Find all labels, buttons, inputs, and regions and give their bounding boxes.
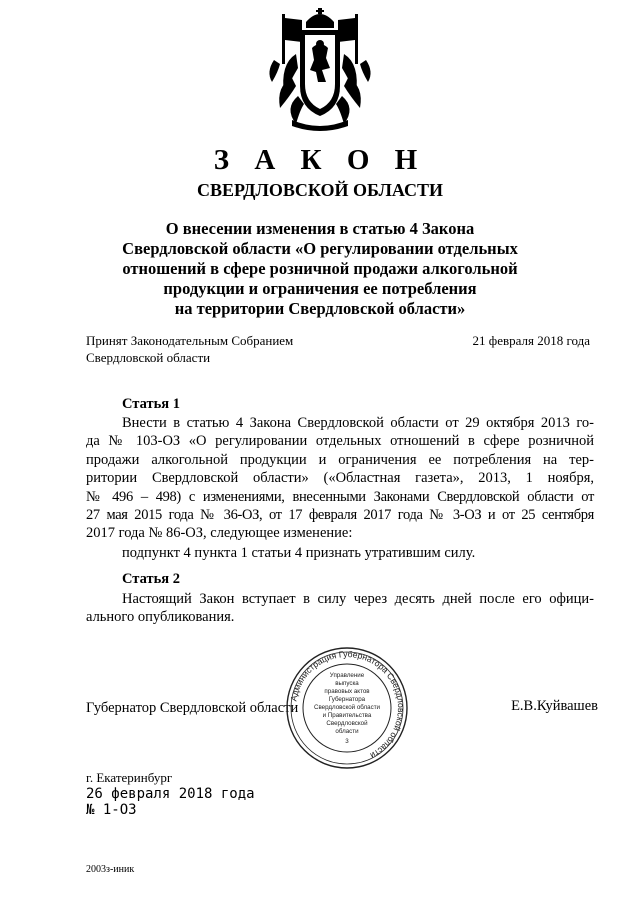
text-line: № 496 – 498) с изменениями, внесенными Законами Свердловской области от <box>86 488 594 505</box>
article-2-paragraph <box>86 590 594 627</box>
footer-code: 2003з-иник <box>86 864 135 875</box>
article-1-title: Статья 1 <box>122 396 180 412</box>
stamp-line: Губернатора <box>328 696 366 703</box>
stamp-line: Управление <box>329 672 365 679</box>
heading-line: Свердловской области «О регулировании отдельных <box>122 239 518 258</box>
stamp-line: и Правительства <box>322 712 372 719</box>
stamp-ring-text: Администрация Губернатора Свердловской области <box>288 648 407 761</box>
official-stamp <box>284 645 410 771</box>
governor-name: Е.В.Куйвашев <box>511 698 598 714</box>
text-line: да № 103-ОЗ «О регулировании отдельных отношений в сфере розничной <box>86 433 594 450</box>
stamp-line: выпуска <box>335 680 359 687</box>
adopted-date: 21 февраля 2018 года <box>472 333 590 348</box>
article-1-paragraph <box>86 414 594 543</box>
article-1-paragraph-2 <box>86 544 594 562</box>
heading-line: продукции и ограничения ее потребления <box>163 279 477 298</box>
text-line: 2017 года № 86-ОЗ, следующее изменение: <box>86 525 353 542</box>
heading-line: О внесении изменения в статью 4 Закона <box>165 219 475 238</box>
text-line: ального опубликования. <box>86 609 235 626</box>
text-line: продажи алкогольной продукции и ограничения ее потребления на тер- <box>86 451 594 468</box>
signed-date: 26 февраля 2018 года <box>86 786 255 802</box>
law-heading <box>100 219 540 319</box>
stamp-line: Свердловской <box>326 720 368 727</box>
text-line: ритории Свердловской области» («Областная газета», 2013, 1 ноября, <box>86 470 594 487</box>
text-line: подпункт 4 пункта 1 статьи 4 признать утратившим силу. <box>122 545 476 561</box>
adopted-by <box>86 332 293 366</box>
text-line: Внести в статью 4 Закона Свердловской области от 29 октября 2013 го- <box>122 415 594 431</box>
document-subtitle: СВЕРДЛОВСКОЙ ОБЛАСТИ <box>197 180 443 200</box>
law-number: № 1-ОЗ <box>86 802 137 818</box>
document-title: З А К О Н <box>213 144 427 176</box>
adopted-line: Свердловской области <box>86 350 211 365</box>
city-label: г. Екатеринбург <box>86 770 173 785</box>
heading-line: на территории Свердловской области» <box>174 299 466 318</box>
text-line: 27 мая 2015 года № 36-ОЗ, от 17 февраля 2017 года № 3-ОЗ и от 25 сентября <box>86 507 594 524</box>
governor-label: Губернатор Свердловской области <box>86 700 299 716</box>
adopted-line: Принят Законодательным Собранием <box>86 333 294 348</box>
coat-of-arms-icon <box>262 8 378 132</box>
text-line: Настоящий Закон вступает в силу через десять дней после его офици- <box>122 591 594 607</box>
stamp-line: правовых актов <box>324 688 370 695</box>
stamp-line: 3 <box>345 738 349 745</box>
heading-line: отношений в сфере розничной продажи алкогольной <box>122 259 518 278</box>
article-2-title: Статья 2 <box>122 571 180 587</box>
stamp-line: Свердловской области <box>313 704 381 711</box>
stamp-line: области <box>335 728 359 735</box>
